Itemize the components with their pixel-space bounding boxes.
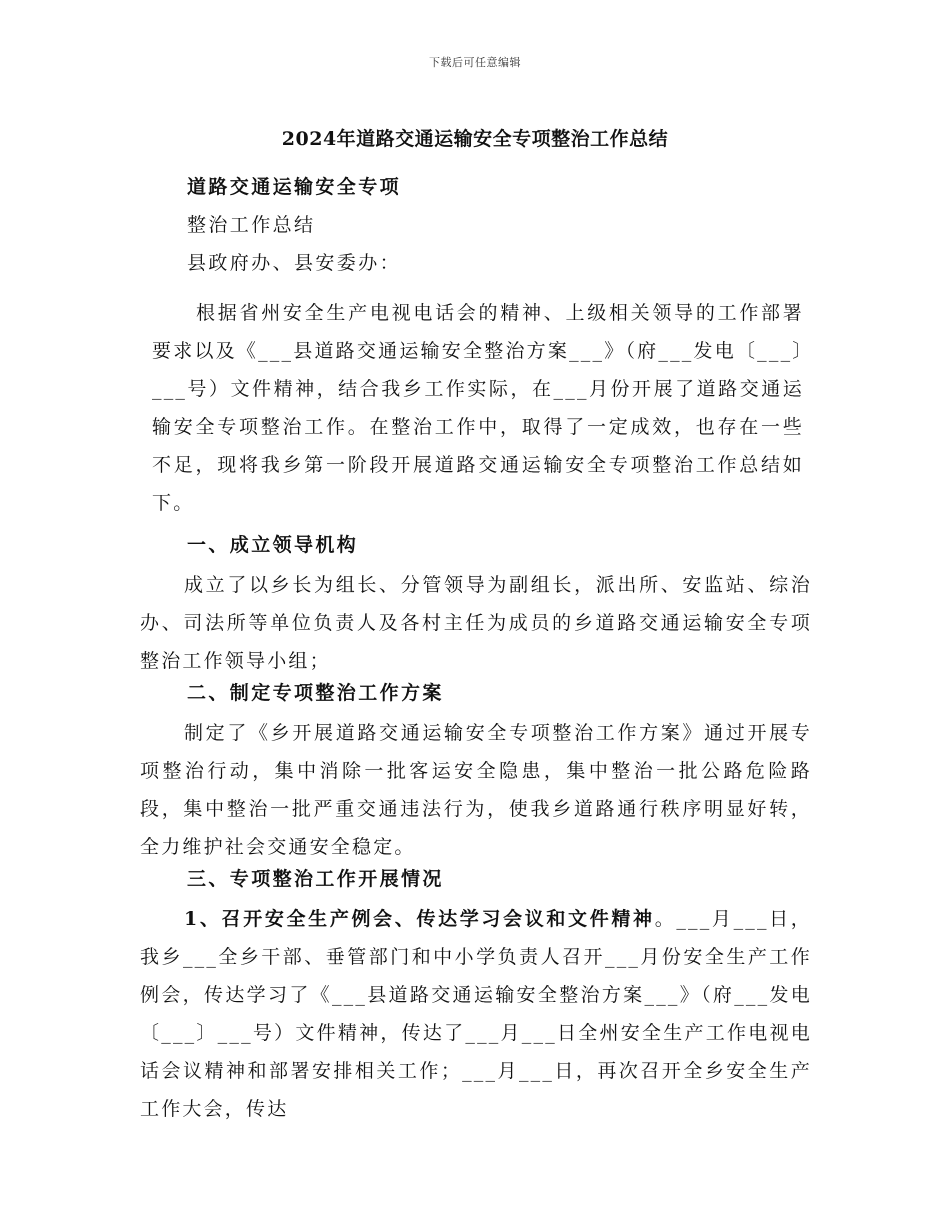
section-3-item-1 bbox=[140, 900, 812, 1128]
addressee: 县政府办、县安委办： bbox=[187, 252, 402, 274]
header-note: 下载后可任意编辑 bbox=[429, 56, 521, 69]
section-3-item-1-title: 1、召开安全生产例会、传达学习会议和文件精神 bbox=[184, 908, 655, 930]
section-3-heading: 三、专项整治工作开展情况 bbox=[187, 868, 444, 890]
intro-paragraph: 根据省州安全生产电视电话会的精神、上级相关领导的工作部署要求以及《___县道路交通运输安全整治方案___》（府___发电〔___〕___号）文件精神，结合我乡工作实际，在___月份开展了道路交通运输安全专项整治工作。在整治工作中，取得了一定成效，也存在一些不足，现将我乡第一阶段开展道路交通运输安全专项整治工作总结如下。 bbox=[152, 302, 804, 514]
section-1-body: 成立了以乡长为组长、分管领导为副组长，派出所、安监站、综治办、司法所等单位负责人及各村主任为成员的乡道路交通运输安全专项整治工作领导小组； bbox=[140, 574, 812, 672]
section-1-heading: 一、成立领导机构 bbox=[187, 534, 359, 556]
section-2-heading: 二、制定专项整治工作方案 bbox=[187, 682, 444, 704]
subtitle-line-2: 整治工作总结 bbox=[187, 214, 316, 236]
section-2-body: 制定了《乡开展道路交通运输安全专项整治工作方案》通过开展专项整治行动，集中消除一批客运安全隐患，集中整治一批公路危险路段，集中整治一批严重交通违法行为，使我乡道路通行秩序明显好转，全力维护社会交通安全稳定。 bbox=[140, 722, 812, 858]
section-3-item-1-body: 。___月___日，我乡___全乡干部、垂管部门和中小学负责人召开___月份安全生产工作例会，传达学习了《___县道路交通运输安全整治方案___》（府___发电〔___〕___号）文件精神，传达了___月___日全州安全生产工作电视电话会议精神和部署安排相关工作；___月___日，再次召开全乡安全生产工作大会，传达 bbox=[140, 908, 812, 1120]
document-title: 2024年道路交通运输安全专项整治工作总结 bbox=[281, 128, 669, 150]
subtitle-line-1: 道路交通运输安全专项 bbox=[187, 176, 402, 198]
